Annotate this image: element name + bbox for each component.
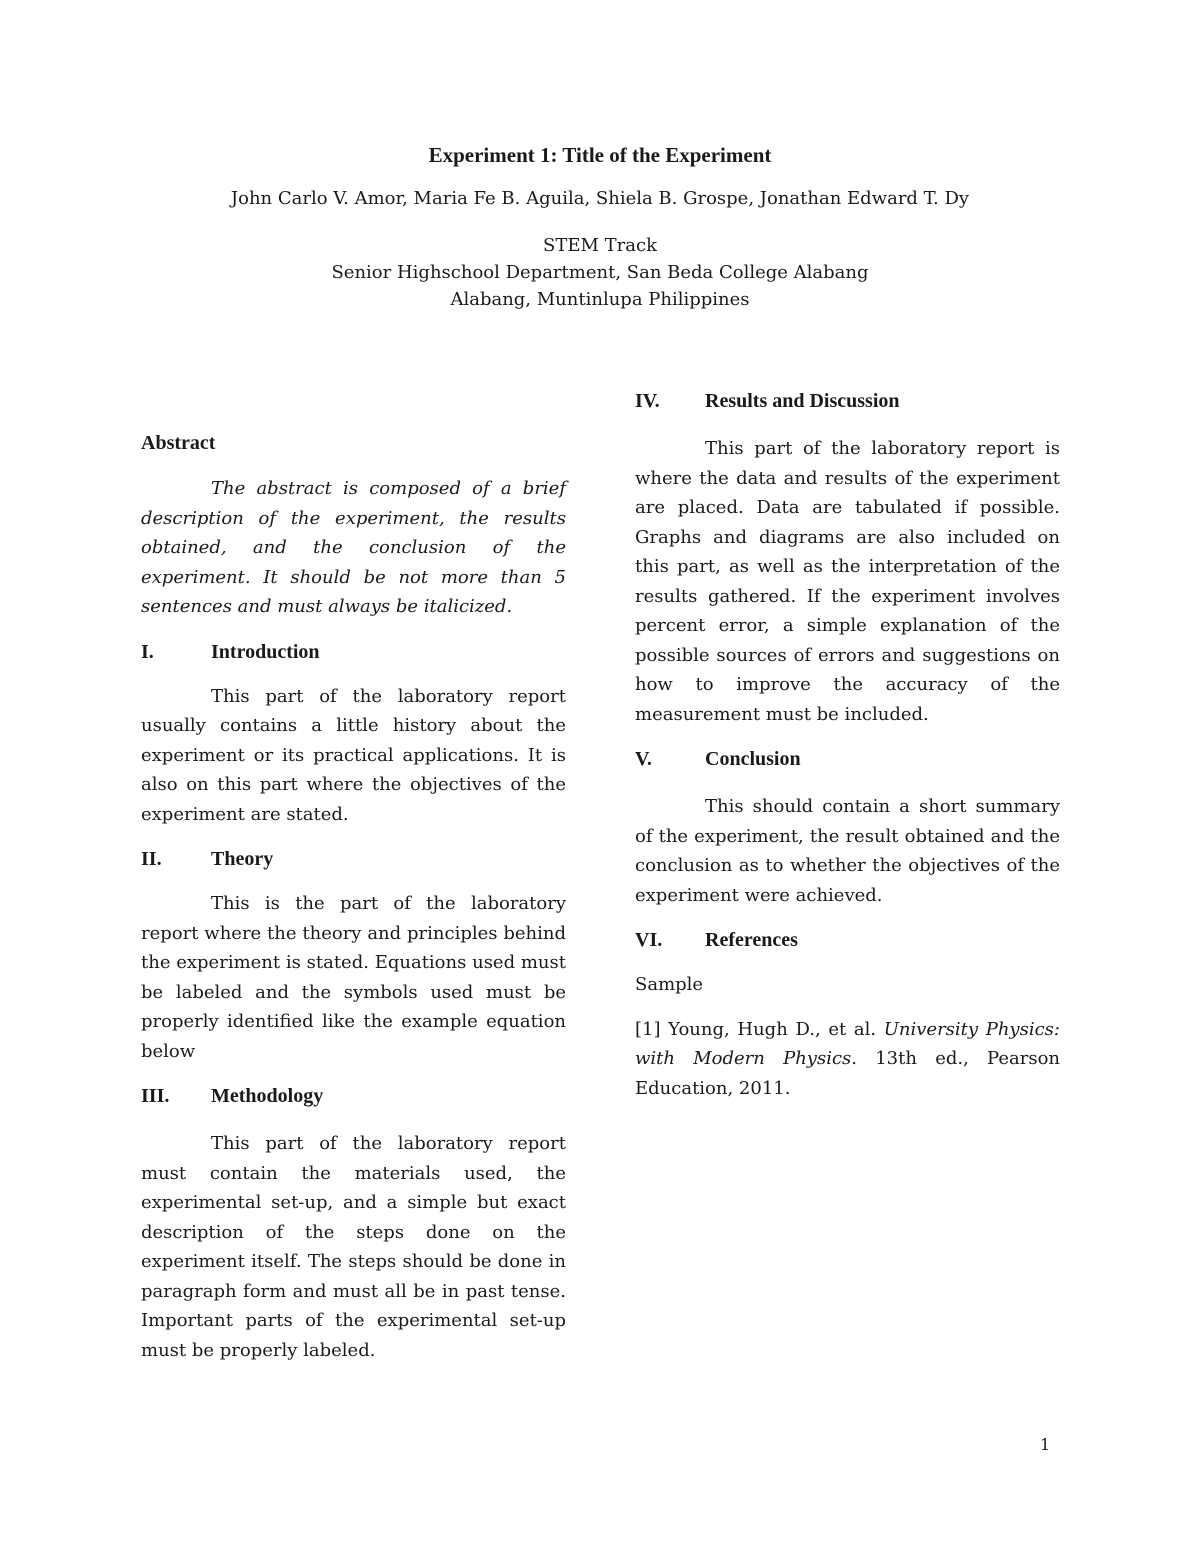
affiliation-track: STEM Track (543, 235, 657, 256)
left-column (141, 428, 566, 1365)
section-heading-theory: II. Theory (141, 848, 274, 870)
section-heading-results: IV. Results and Discussion (635, 390, 900, 412)
right-column (635, 386, 1060, 1103)
theory-text: This is the part of the laboratory report where the theory and principles behind the experiment is stated. Equations used must be labeled and the symbols used must be properly identified like the example equation below (141, 893, 566, 1062)
section-heading-references: VI. References (635, 929, 798, 951)
author-list: John Carlo V. Amor, Maria Fe B. Aguila, Shiela B. Grospe, Jonathan Edward T. Dy (230, 188, 970, 209)
section-heading-methodology: III. Methodology (141, 1085, 324, 1107)
paper-title: Experiment 1: Title of the Experiment (428, 143, 772, 167)
affiliation-location: Alabang, Muntinlupa Philippines (450, 289, 750, 310)
abstract-text: The abstract is composed of a brief description of the experiment, the results obtained, and the conclusion of the experiment. It should be not more than 5 sentences and must always be italicized. (141, 478, 566, 617)
reference-item: [1] Young, Hugh D., et al. University Physics: with Modern Physics. 13th ed., Pearson Education, 2011. (635, 1018, 1060, 1099)
results-text: This part of the laboratory report is where the data and results of the experiment are placed. Data are tabulated if possible. Graphs and diagrams are also included on this part, as well as the interpretation of the results gathered. If the experiment involves percent error, a simple explanation of the possible sources of errors and suggestions on how to improve the accuracy of the measurement must be included. (635, 438, 1060, 725)
references-sample-label: Sample (635, 974, 704, 995)
methodology-text: This part of the laboratory report must contain the materials used, the experimental set-up, and a simple but exact description of the steps done on the experiment itself. The steps should be done in paragraph form and must all be in past tense. Important parts of the experimental set-up must be properly labeled. (141, 1133, 566, 1361)
affiliation-block (0, 232, 1200, 313)
section-heading-introduction: I. Introduction (141, 640, 320, 663)
section-heading-conclusion: V. Conclusion (635, 748, 801, 770)
introduction-text: This part of the laboratory report usually contains a little history about the experiment or its practical applications. It is also on this part where the objectives of the experiment are stated. (141, 685, 566, 825)
conclusion-text: This should contain a short summary of the experiment, the result obtained and the conclusion as to whether the objectives of the experiment were achieved. (635, 796, 1060, 906)
page-number: 1 (1040, 1435, 1051, 1454)
affiliation-department: Senior Highschool Department, San Beda College Alabang (331, 262, 869, 283)
abstract-heading: Abstract (141, 432, 216, 454)
